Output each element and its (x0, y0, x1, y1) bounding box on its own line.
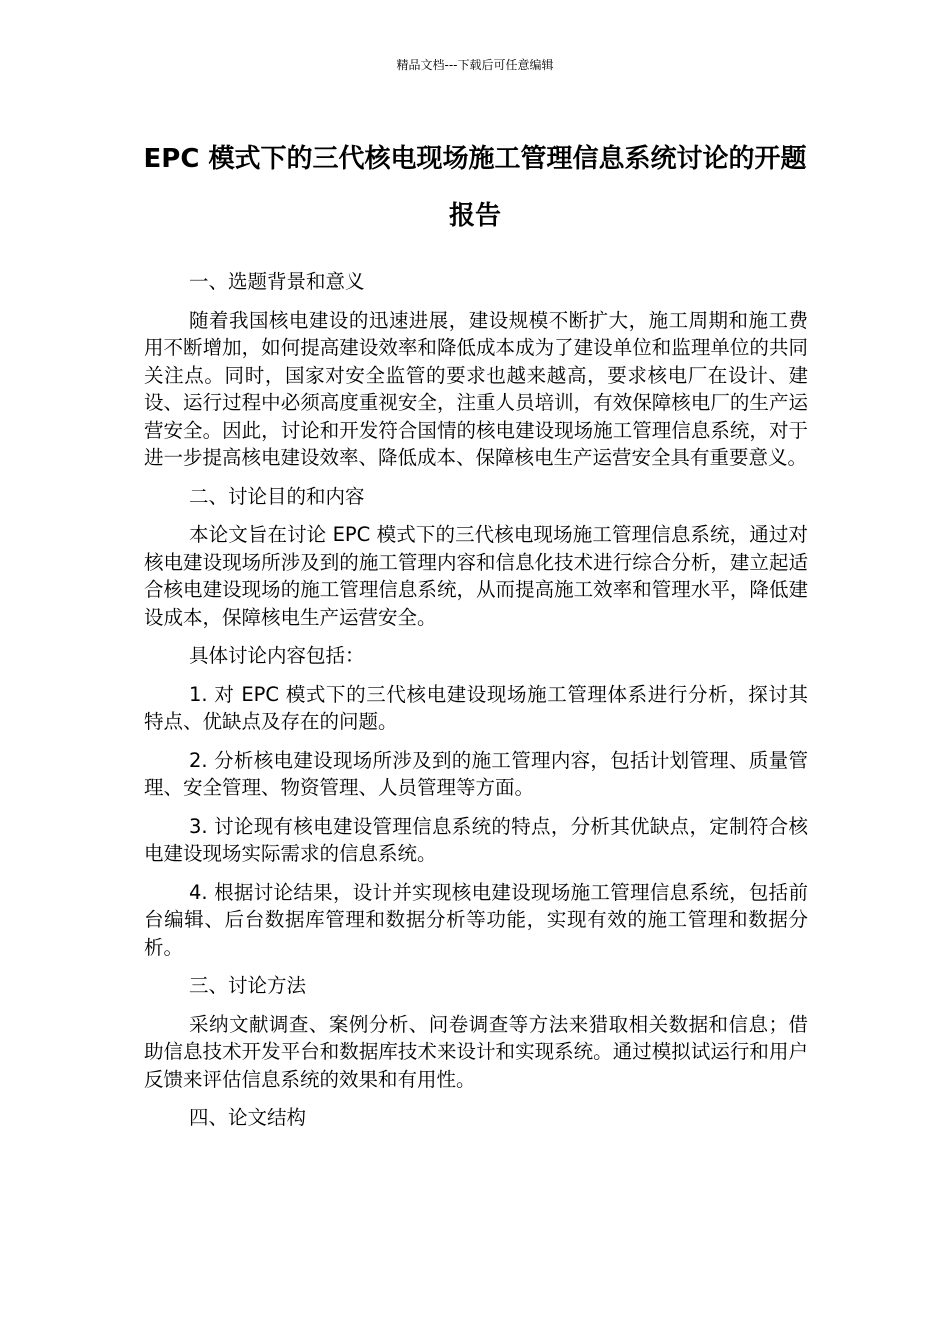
section-heading-purpose: 二、讨论目的和内容 (189, 484, 365, 508)
list-item-3: 3. 讨论现有核电建设管理信息系统的特点，分析其优缺点，定制符合核电建设现场实际需求的信息系统。 (144, 814, 808, 865)
section-heading-background: 一、选题背景和意义 (189, 270, 365, 293)
list-item-4: 4. 根据讨论结果，设计并实现核电建设现场施工管理信息系统，包括前台编辑、后台数据库管理和数据分析等功能，实现有效的施工管理和数据分析。 (144, 880, 808, 959)
paragraph-method: 采纳文献调查、案例分析、问卷调查等方法来猎取相关数据和信息；借助信息技术开发平台和数据库技术来设计和实现系统。通过模拟试运行和用户反馈来评估信息系统的效果和有用性。 (144, 1012, 808, 1091)
list-item-2: 2. 分析核电建设现场所涉及到的施工管理内容，包括计划管理、质量管理、安全管理、物资管理、人员管理等方面。 (144, 748, 808, 799)
section-heading-method: 三、讨论方法 (189, 974, 307, 997)
document-body (144, 268, 808, 1143)
paragraph-background: 随着我国核电建设的迅速进展，建设规模不断扩大，施工周期和施工费用不断增加，如何提高建设效率和降低成本成为了建设单位和监理单位的共同关注点。同时，国家对安全监管的要求也越来越高，要求核电厂在设计、建设、运行过程中必须高度重视安全，注重人员培训，有效保障核电厂的生产运营安全。因此，讨论和开发符合国情的核电建设现场施工管理信息系统，对于进一步提高核电建设效率、降低成本、保障核电生产运营安全具有重要意义。 (144, 308, 808, 469)
list-item-1: 1. 对 EPC 模式下的三代核电建设现场施工管理体系进行分析，探讨其特点、优缺点及存在的问题。 (144, 682, 808, 733)
document-title: EPC 模式下的三代核电现场施工管理信息系统讨论的开题报告 (143, 144, 807, 231)
section-heading-structure: 四、论文结构 (189, 1106, 307, 1129)
paragraph-content-intro: 具体讨论内容包括： (189, 644, 365, 667)
page-header: 精品文档---下载后可任意编辑 (396, 58, 554, 72)
paragraph-purpose: 本论文旨在讨论 EPC 模式下的三代核电现场施工管理信息系统，通过对核电建设现场所涉及到的施工管理内容和信息化技术进行综合分析，建立起适合核电建设现场的施工管理信息系统，从而提高施工效率和管理水平，降低建设成本，保障核电生产运营安全。 (144, 523, 808, 629)
